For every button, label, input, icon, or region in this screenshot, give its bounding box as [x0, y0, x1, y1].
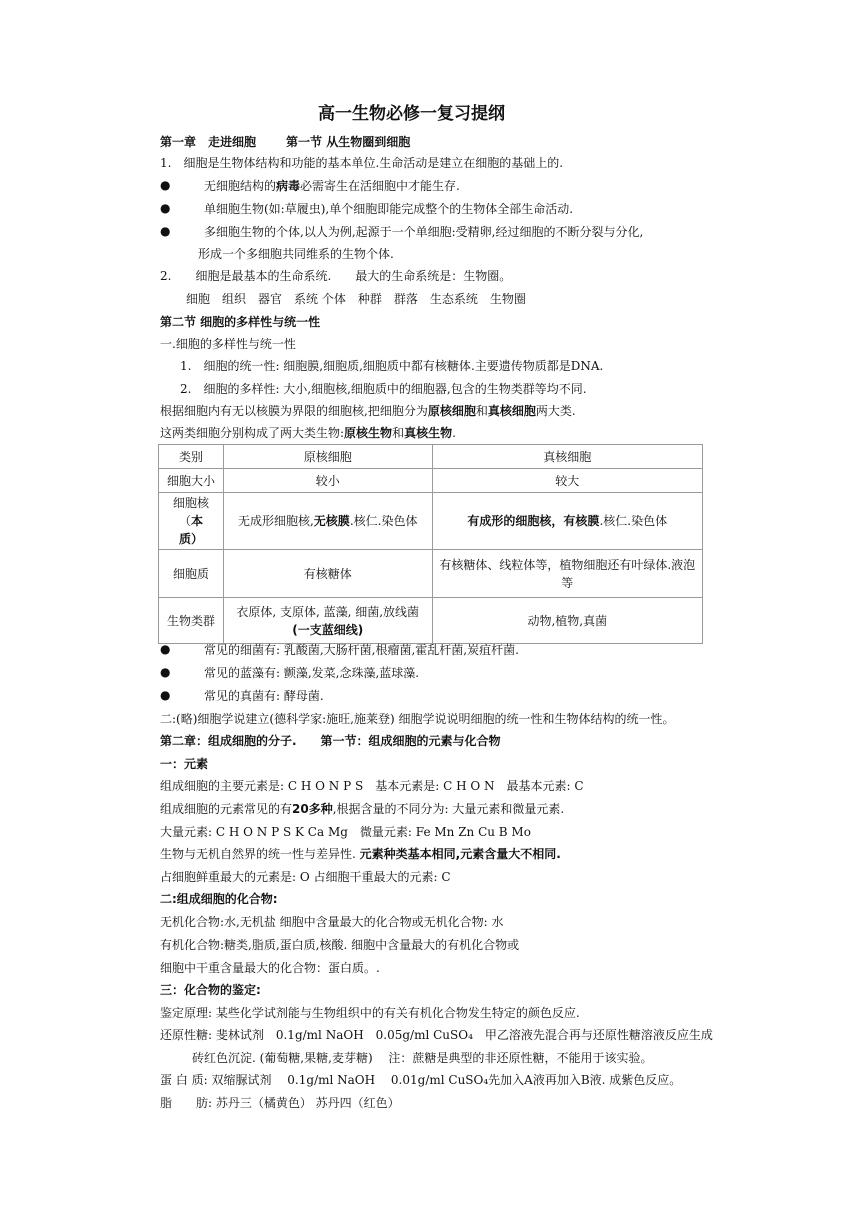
- table-cell: 有核糖体: [223, 550, 432, 598]
- text: .核仁.染色体: [349, 514, 418, 528]
- bullet-cyanobacteria: 常见的蓝藻有: 颤藻,发菜,念珠藻,蓝球藻.: [204, 666, 420, 680]
- table-cell: 较小: [223, 469, 432, 493]
- identification-line4: 蛋 白 质: 双缩脲试剂 0.1g/ml NaOH 0.01g/ml CuSO₄先加入A液再加入B液. 成紫色反应。: [160, 1073, 682, 1087]
- bold-text: 无核膜: [313, 514, 350, 528]
- sec2-line5: [160, 425, 456, 441]
- bold-text: 本: [190, 514, 203, 528]
- table-cell: [159, 493, 224, 550]
- text: 根据细胞内有无以核膜为界限的细胞核,把细胞分为: [160, 404, 428, 418]
- text: 细胞核（: [172, 496, 209, 528]
- paragraph-1: 1. 细胞是生物体结构和功能的基本单位.生命活动是建立在细胞的基础上的.: [160, 156, 564, 170]
- cell-comparison-table: [158, 444, 703, 644]
- table-cell: [223, 493, 432, 550]
- bullet-icon: ●: [160, 178, 171, 192]
- section1-title: 第一节 从生物圈到细胞: [286, 135, 411, 149]
- section2-heading: 第二节 细胞的多样性与统一性: [160, 315, 321, 329]
- table-cell: [432, 493, 702, 550]
- identification-line1: 鉴定原理: 某些化学试剂能与生物组织中的有关有机化合物发生特定的颜色反应.: [160, 1006, 580, 1020]
- elements-line5: 占细胞鲜重最大的元素是: O 占细胞干重最大的元素: C: [160, 870, 451, 884]
- bold-text: 质）: [178, 532, 203, 546]
- identification-line5: 脂 肪: 苏丹三（橘黄色） 苏丹四（红色）: [160, 1096, 400, 1110]
- table-row: [159, 550, 703, 598]
- bullet-icon: ●: [160, 665, 171, 679]
- bold-text: 有成形的细胞核，有核膜: [467, 514, 600, 528]
- bullet-multicellular: 多细胞生物的个体,以人为例,起源于一个单细胞:受精卵,经过细胞的不断分裂与分化,: [204, 225, 644, 239]
- life-levels: 细胞 组织 器官 系统 个体 种群 群落 生态系统 生物圈: [186, 292, 526, 306]
- bullet-bacteria: 常见的细菌有: 乳酸菌,大肠杆菌,根瘤菌,霍乱杆菌,炭疽杆菌.: [204, 643, 519, 657]
- text: .核仁.染色体: [599, 514, 668, 528]
- text: 组成细胞的元素常见的有: [160, 802, 293, 816]
- table-header-cell: 原核细胞: [223, 445, 432, 469]
- sec2-line3: 2. 细胞的多样性: 大小,细胞核,细胞质中的细胞器,包含的生物类群等均不同.: [180, 382, 587, 396]
- chapter1-heading: [160, 134, 410, 150]
- bullet-icon: ●: [160, 224, 171, 238]
- table-row: [159, 445, 703, 469]
- elements-line3: 大量元素: C H O N P S K Ca Mg 微量元素: Fe Mn Zn Cu B Mo: [160, 825, 531, 839]
- text: 无成形细胞核,: [237, 514, 314, 528]
- table-cell: 细胞大小: [159, 469, 224, 493]
- table-cell: 细胞质: [159, 550, 224, 598]
- bullet-multicellular-cont: 形成一个多细胞共同维系的生物个体.: [198, 247, 394, 261]
- sec2-line1: 一.细胞的多样性与统一性: [160, 337, 296, 351]
- text: ,根据含量的不同分为: 大量元素和微量元素.: [332, 802, 565, 816]
- text: 和: [392, 426, 405, 440]
- sec2-line4: [160, 403, 576, 419]
- section-identification-heading: 三：化合物的鉴定:: [160, 983, 261, 997]
- table-header-cell: 真核细胞: [432, 445, 702, 469]
- compounds-line2: 有机化合物:糖类,脂质,蛋白质,核酸. 细胞中含量最大的有机化合物或: [160, 938, 520, 952]
- bold-text: 元素种类基本相同,元素含量大不相同.: [359, 847, 561, 861]
- table-row: [159, 598, 703, 644]
- compounds-line3: 细胞中干重含量最大的化合物：蛋白质。.: [160, 961, 380, 975]
- sec2-line2: 1. 细胞的统一性: 细胞膜,细胞质,细胞质中都有核糖体.主要遗传物质都是DNA.: [180, 359, 604, 373]
- section-compounds-heading: 二:组成细胞的化合物:: [160, 892, 278, 906]
- bold-text: (一支蓝细线): [292, 622, 364, 637]
- elements-line1: 组成细胞的主要元素是: C H O N P S 基本元素是: C H O N 最基本元素: C: [160, 779, 584, 793]
- table-cell: [223, 598, 432, 644]
- identification-line3: 砖红色沉淀. (葡萄糖,果糖,麦芽糖) 注：蔗糖是典型的非还原性糖，不能用于该实验。: [192, 1051, 653, 1065]
- text: 和: [475, 404, 488, 418]
- text: 无细胞结构的: [204, 179, 277, 193]
- text: .: [452, 426, 456, 440]
- elements-line4: [160, 846, 561, 862]
- bullet-fungi: 常见的真菌有: 酵母菌.: [204, 689, 324, 703]
- text: 两大类.: [535, 404, 576, 418]
- bold-text: 真核生物: [404, 426, 453, 440]
- compounds-line1: 无机化合物:水,无机盐 细胞中含量最大的化合物或无机化合物: 水: [160, 915, 504, 929]
- cell-theory-line: 二:(略)细胞学说建立(德科学家:施旺,施莱登) 细胞学说说明细胞的统一性和生物体结构的统一性。: [160, 712, 675, 726]
- text: 生物与无机自然界的统一性与差异性.: [160, 847, 356, 861]
- table-cell: 动物,植物,真菌: [432, 598, 702, 644]
- section-elements-heading: 一：元素: [160, 757, 209, 771]
- bold-text: 病毒: [276, 179, 301, 193]
- paragraph-2: 2. 细胞是最基本的生命系统. 最大的生命系统是：生物圈。: [160, 269, 512, 283]
- bullet-icon: ●: [160, 642, 171, 656]
- chapter1-title: 第一章 走进细胞: [160, 135, 257, 149]
- text: 衣原体, 支原体, 蓝藻, 细菌,放线菌: [236, 604, 420, 619]
- table-header-cell: 类别: [159, 445, 224, 469]
- table-cell: 有核糖体、线粒体等，植物细胞还有叶绿体.液泡等: [432, 550, 702, 598]
- elements-line2: [160, 801, 564, 817]
- identification-line2: 还原性糖: 斐林试剂 0.1g/ml NaOH 0.05g/ml CuSO₄ 甲乙溶液先混合再与还原性糖溶液反应生成: [160, 1028, 713, 1042]
- bold-text: 20多种: [292, 802, 333, 816]
- bullet-unicellular: 单细胞生物(如:草履虫),单个细胞即能完成整个的生物体全部生命活动.: [204, 202, 574, 216]
- bold-text: 真核细胞: [487, 404, 536, 418]
- table-row: [159, 493, 703, 550]
- chapter2-heading: 第二章：组成细胞的分子. 第一节：组成细胞的元素与化合物: [160, 734, 501, 748]
- text: 必需寄生在活细胞中才能生存.: [300, 179, 460, 193]
- text: 这两类细胞分别构成了两大类生物:: [160, 426, 345, 440]
- table-cell: 生物类群: [159, 598, 224, 644]
- bullet-icon: ●: [160, 201, 171, 215]
- page-title: 高一生物必修一复习提纲: [318, 104, 505, 124]
- bold-text: 原核生物: [344, 426, 393, 440]
- bullet-icon: ●: [160, 688, 171, 702]
- table-row: [159, 469, 703, 493]
- bold-text: 原核细胞: [427, 404, 476, 418]
- bullet-virus: [204, 178, 460, 194]
- table-cell: 较大: [432, 469, 702, 493]
